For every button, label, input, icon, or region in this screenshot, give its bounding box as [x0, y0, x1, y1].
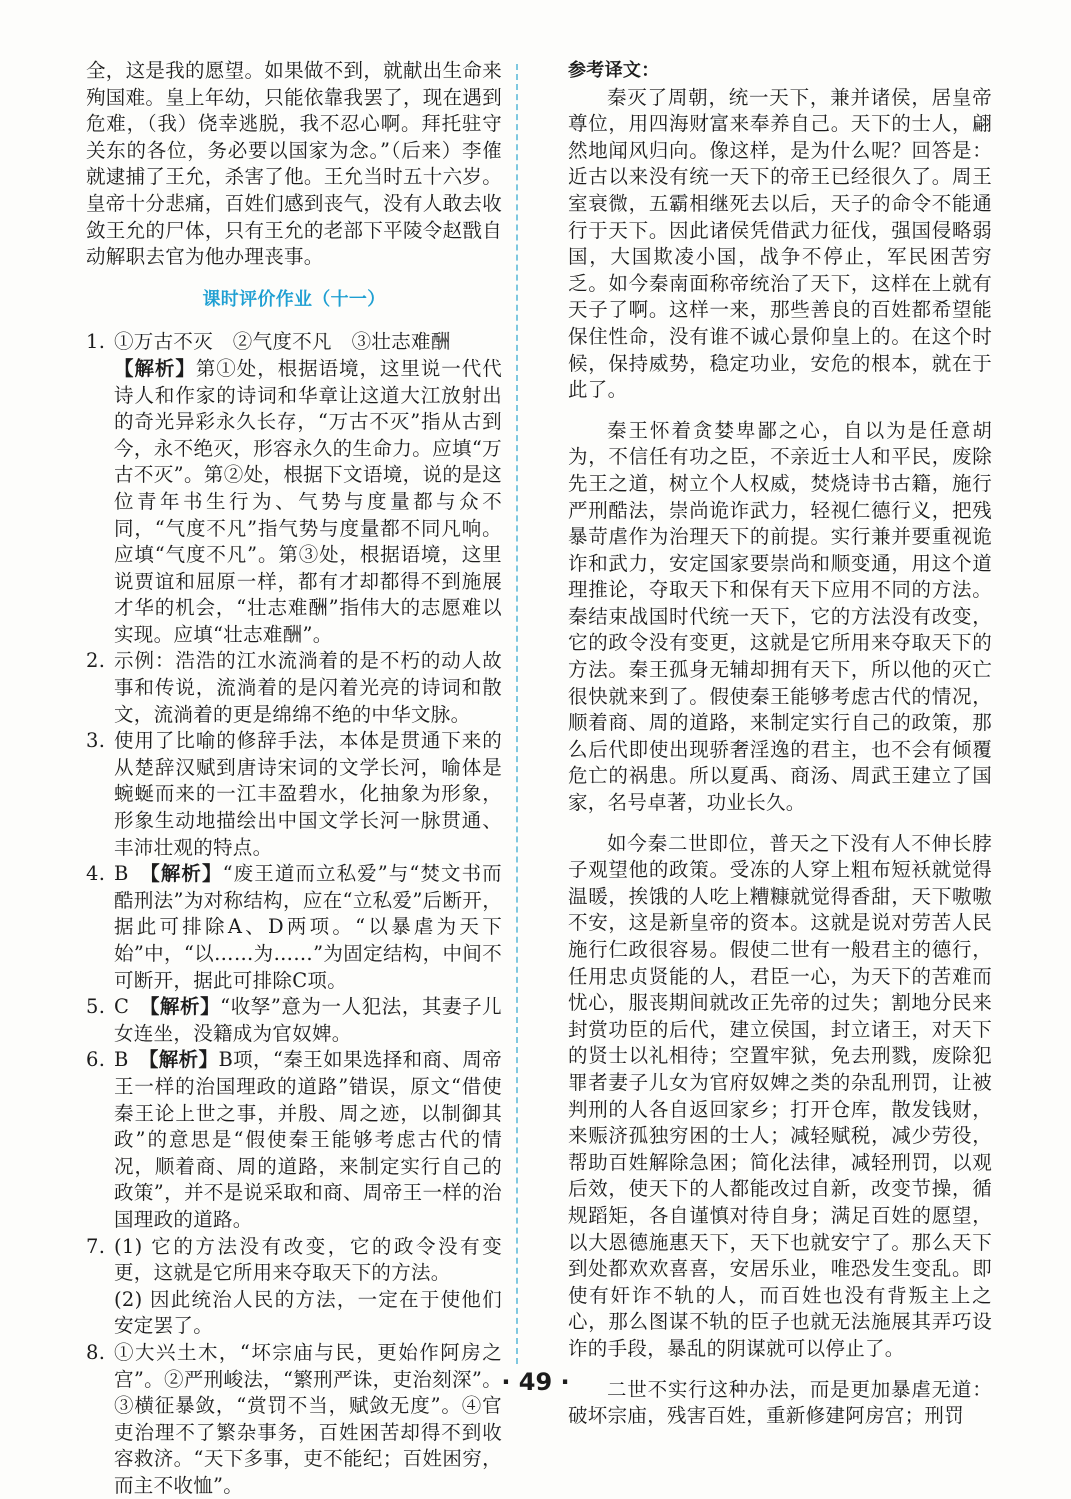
answer-item-4	[86, 861, 502, 994]
answer-item-8	[86, 1340, 502, 1499]
page-number: · 49 ·	[501, 1368, 570, 1396]
item-number: 2.	[86, 649, 106, 673]
analysis-tag: 【解析】	[149, 995, 221, 1019]
item-number: 7.	[86, 1234, 106, 1258]
left-column	[86, 58, 502, 1499]
item-number: 8.	[86, 1340, 106, 1364]
item-text: 使用了比喻的修辞手法，本体是贯通下来的从楚辞汉赋到唐诗宋词的文学长河，喻体是蜿蜒而来的一江丰盈碧水，化抽象为形象，形象生动地描绘出中国文学长河一脉贯通、丰沛壮观的特点。	[114, 729, 502, 859]
item-answer: ①万古不灭 ②气度不凡 ③壮志难酬	[114, 330, 451, 354]
section-title: 课时评价作业（十一）	[202, 288, 386, 310]
item-answer: B	[114, 862, 150, 886]
analysis-tag: 【解析】	[150, 862, 223, 886]
item-text: (1) 它的方法没有改变，它的政令没有变更，这就是它所用来夺取天下的方法。	[114, 1234, 502, 1285]
item-text-2: (2) 因此统治人民的方法，一定在于使他们安定罢了。	[114, 1287, 502, 1338]
item-answer: B	[114, 1048, 149, 1072]
answer-item-5	[86, 994, 502, 1047]
translation-paragraph: 如今秦二世即位，普天之下没有人不伸长脖子观望他的政策。受冻的人穿上粗布短袄就觉得温暖，挨饿的人吃上糟糠就觉得香甜，天下嗷嗷不安，这是新皇帝的资本。这就是说对劳苦人民施行仁政很容易。假使二世有一般君主的德行，任用忠贞贤能的人，君臣一心，为天下的苦难而忧心，服丧期间就改正先帝的过失；割地分民来封赏功臣的后代，建立侯国，封立诸王，对天下的贤士以礼相待；空置牢狱，免去刑戮，废除犯罪者妻子儿女为官府奴婢之类的杂乱刑罚，让被判刑的人各自返回家乡；打开仓库，散发钱财，来赈济孤独穷困的士人；减轻赋税，减少劳役，帮助百姓解除急困；简化法律，减轻刑罚，以观后效，使天下的人都能改过自新，改变节操，循规蹈矩，各自谨慎对待自身；满足百姓的愿望，以大恩德施惠天下，天下也就安宁了。那么天下到处都欢欢喜喜，安居乐业，唯恐发生变乱。即使有奸诈不轨的人，而百姓也没有背叛主上之心，那么图谋不轨的臣子也就无法施展其弄巧设诈的手段，暴乱的阴谋就可以停止了。	[568, 831, 992, 1360]
item-number: 1.	[86, 330, 106, 354]
answer-item-7	[86, 1234, 502, 1340]
translation-paragraph: 秦灭了周朝，统一天下，兼并诸侯，居皇帝尊位，用四海财富来奉养自己。天下的士人，翩然地闻风归向。像这样，是为什么呢？回答是：近古以来没有统一天下的帝王已经很久了。周王室衰微，五霸相继死去以后，天子的命令不能通行于天下。因此诸侯凭借武力征伐，强国侵略弱国，大国欺凌小国，战争不停止，军民困苦穷乏。如今秦南面称帝统治了天下，这样在上就有天子了啊。这样一来，那些善良的百姓都希望能保住性命，没有谁不诚心景仰皇上的。在这个时候，保持威势，稳定功业，安危的根本，就在于此了。	[568, 85, 992, 402]
translation-paragraph: 秦王怀着贪婪卑鄙之心，自以为是任意胡为，不信任有功之臣，不亲近士人和平民，废除先王之道，树立个人权威，焚烧诗书古籍，施行严刑酷法，崇尚诡诈武力，轻视仁德行义，把残暴苛虐作为治理天下的前提。实行兼并要重视诡诈和武力，安定国家要崇尚和顺变通，用这个道理推论，夺取天下和保有天下应用不同的方法。秦结束战国时代统一天下，它的方法没有改变，它的政令没有变更，这就是它所用来夺取天下的方法。秦王孤身无辅却拥有天下，所以他的灭亡很快就来到了。假使秦王能够考虑古代的情况，顺着商、周的道路，来制定实行自己的政策，那么后代即使出现骄奢淫逸的君主，也不会有倾覆危亡的祸患。所以夏禹、商汤、周武王建立了国家，名号卓著，功业长久。	[568, 418, 992, 815]
item-answer: C	[114, 995, 150, 1019]
item-text: “收孥”意为一人犯法，其妻子儿女连坐，没籍成为官奴婢。	[114, 995, 502, 1045]
reference-translation-title: 参考译文：	[568, 60, 660, 81]
column-divider	[516, 64, 518, 1364]
intro-paragraph: 全，这是我的愿望。如果做不到，就献出生命来殉国难。皇上年幼，只能依靠我罢了，现在遇到危难，（我）侥幸逃脱，我不忍心啊。拜托驻守关东的各位，务必要以国家为念。”（后来）李傕就逮捕了王允，杀害了他。王允当时五十六岁。皇帝十分悲痛，百姓们感到丧气，没有人敢去收敛王允的尸体，只有王允的老部下平陵令赵戬自动解职去官为他办理丧事。	[86, 59, 502, 269]
item-number: 6.	[86, 1048, 106, 1072]
right-column	[568, 58, 992, 1430]
answer-item-3	[86, 728, 502, 861]
analysis-tag: 【解析】	[148, 1048, 219, 1072]
item-text: 示例：浩浩的江水流淌着的是不朽的动人故事和传说，流淌着的是闪着光亮的诗词和散文，流淌着的更是绵绵不绝的中华文脉。	[114, 649, 502, 726]
item-text: “废王道而立私爱”与“焚文书而酷刑法”为对称结构，应在“立私爱”后断开，据此可排除A、D两项。“以暴虐为天下始”中，“以……为……”为固定结构，中间不可断开，据此可排除C项。	[114, 862, 502, 992]
answer-item-6	[86, 1047, 502, 1233]
item-text: B项，“秦王如果选择和商、周帝王一样的治国理政的道路”错误，原文“借使秦王论上世之事，并殷、周之迹，以制御其政”的意思是“假使秦王能够考虑古代的情况，顺着商、周的道路，来制定实行自己的政策”，并不是说采取和商、周帝王一样的治国理政的道路。	[114, 1048, 502, 1231]
analysis-tag: 【解析】	[114, 356, 196, 380]
item-text: ①大兴土木，“坏宗庙与民，更始作阿房之宫”。②严刑峻法，“繁刑严诛，吏治刻深”。③横征暴敛，“赏罚不当，赋敛无度”。④官吏治理不了繁杂事务，百姓困苦却得不到收容救济。“天下多事，吏不能纪；百姓困穷，而主不收恤”。	[114, 1340, 502, 1497]
translation-paragraph: 二世不实行这种办法，而是更加暴虐无道：破坏宗庙，残害百姓，重新修建阿房宫；刑罚	[568, 1377, 992, 1428]
answer-item-2	[86, 648, 502, 728]
item-number: 3.	[86, 729, 106, 753]
answer-item-1	[86, 329, 502, 648]
item-text: 第①处，根据语境，这里说一代代诗人和作家的诗词和华章让这道大江放射出的奇光异彩永久长存，“万古不灭”指从古到今，永不绝灭，形容永久的生命力。应填“万古不灭”。第②处，根据下文语境，说的是这位青年书生行为、气势与度量都与众不同，“气度不凡”指气势与度量都不同凡响。应填“气度不凡”。第③处，根据语境，这里说贾谊和屈原一样，都有才却都得不到施展才华的机会，“壮志难酬”指伟大的志愿难以实现。应填“壮志难酬”。	[114, 356, 502, 646]
item-number: 5.	[86, 995, 106, 1019]
item-number: 4.	[86, 862, 106, 886]
